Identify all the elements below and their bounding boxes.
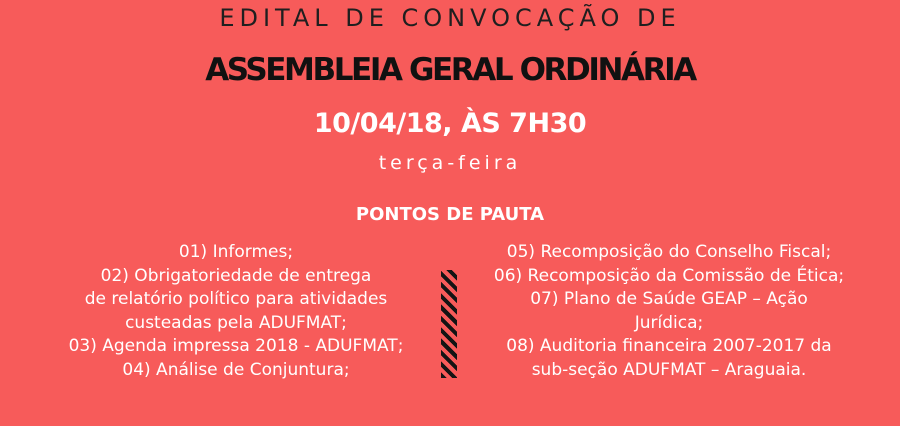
agenda-right-column bbox=[463, 241, 875, 383]
agenda-line: 04) Análise de Conjuntura; bbox=[122, 359, 350, 380]
agenda-line: Jurídica; bbox=[634, 312, 704, 333]
striped-divider bbox=[441, 270, 457, 378]
meeting-date-time: 10/04/18, ÀS 7H30 bbox=[313, 108, 587, 139]
agenda-line: de relatório político para atividades bbox=[84, 289, 388, 310]
assembly-title: ASSEMBLEIA GERAL ORDINÁRIA bbox=[205, 52, 695, 88]
agenda-left-column bbox=[38, 241, 434, 383]
agenda-line: 07) Plano de Saúde GEAP – Ação bbox=[530, 289, 808, 310]
agenda-line: 05) Recomposição do Conselho Fiscal; bbox=[506, 242, 832, 262]
agenda-heading: PONTOS DE PAUTA bbox=[355, 204, 545, 225]
agenda-line: 03) Agenda impressa 2018 - ADUFMAT; bbox=[68, 336, 404, 357]
agenda-line: 02) Obrigatoriedade de entrega bbox=[100, 265, 372, 286]
agenda-line: 06) Recomposição da Comissão de Ética; bbox=[493, 265, 845, 286]
edital-heading: EDITAL DE CONVOCAÇÃO DE bbox=[219, 4, 681, 32]
agenda-line: sub-seção ADUFMAT – Araguaia. bbox=[531, 359, 807, 380]
agenda-line: 08) Auditoria financeira 2007-2017 da bbox=[506, 336, 832, 357]
agenda-line: custeadas pela ADUFMAT; bbox=[125, 312, 347, 333]
agenda-line: 01) Informes; bbox=[178, 242, 294, 262]
meeting-weekday: terça-feira bbox=[378, 152, 522, 174]
